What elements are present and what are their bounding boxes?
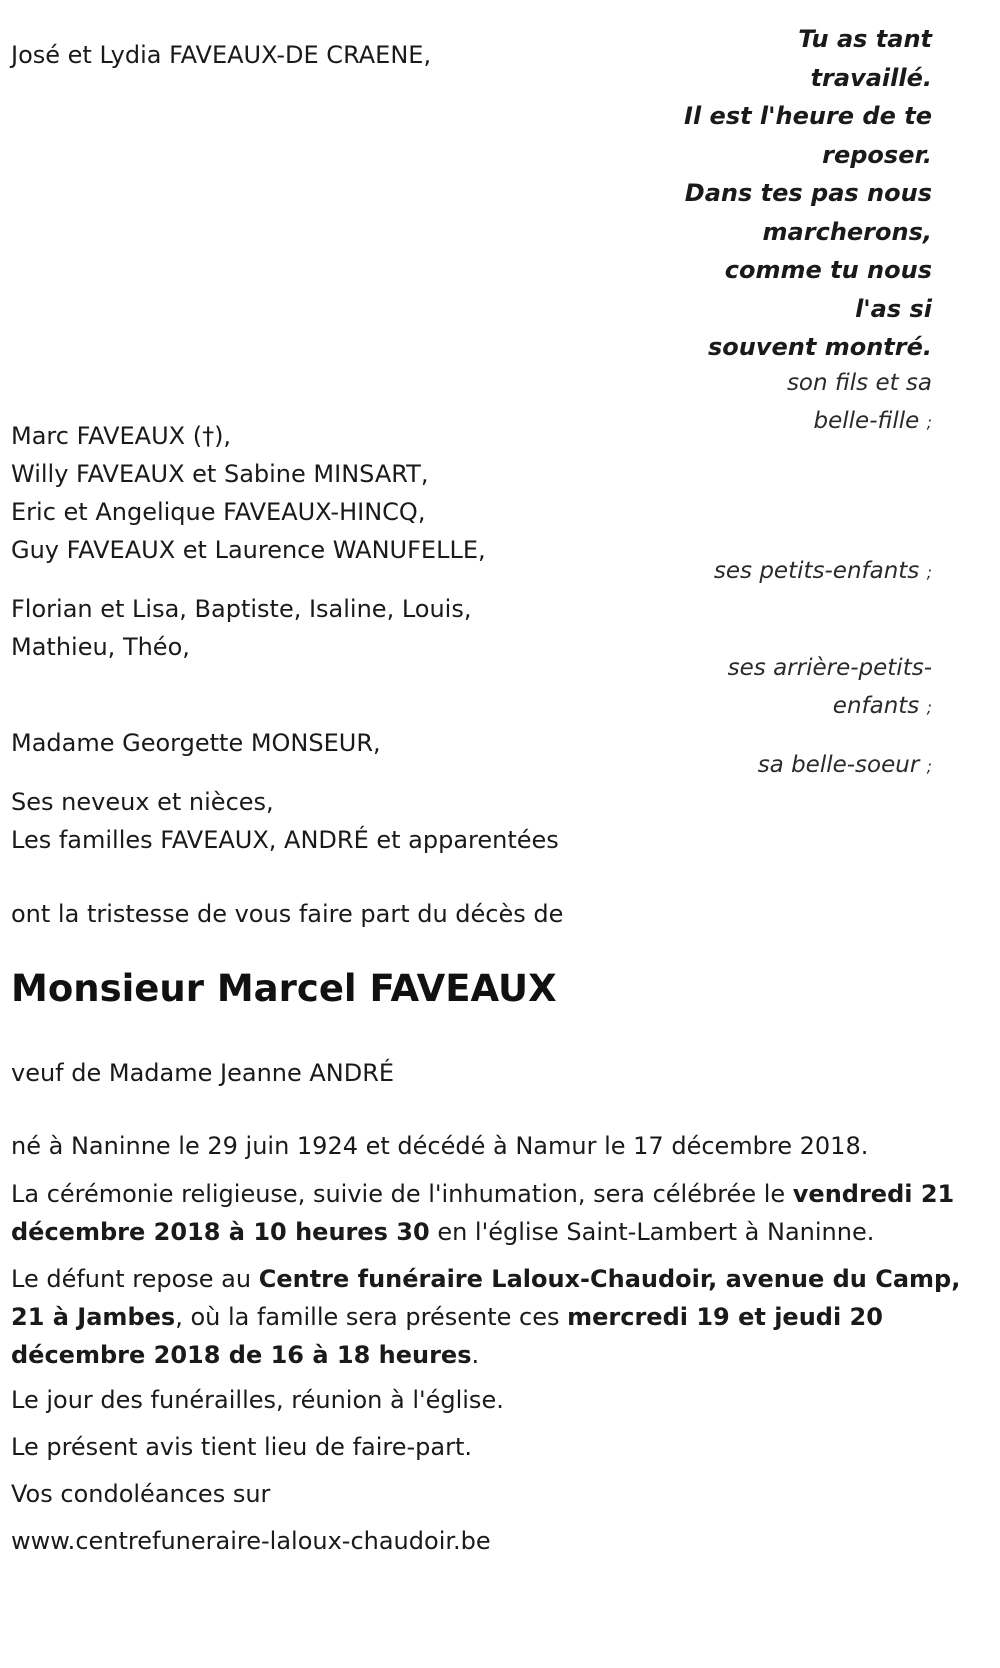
- relation-line: ses arrière-petits-: [727, 655, 932, 681]
- funeral-day: Le jour des funérailles, réunion à l'église.: [11, 1386, 504, 1414]
- list-item: Florian et Lisa, Baptiste, Isaline, Louis,: [11, 595, 472, 623]
- relation-grandchildren: [602, 552, 932, 592]
- relation-son: [632, 364, 932, 442]
- list-item: Mathieu, Théo,: [11, 633, 190, 661]
- widower-line: veuf de Madame Jeanne ANDRÉ: [11, 1059, 395, 1087]
- list-item: Eric et Angelique FAVEAUX-HINCQ,: [11, 498, 426, 526]
- relation-line: [632, 402, 932, 442]
- poem-line: Tu as tant: [798, 25, 932, 53]
- poem-line: travaillé.: [810, 63, 932, 92]
- great-grandchildren-list: [11, 590, 471, 666]
- relation-text: enfants: [832, 693, 920, 719]
- relation-line: [602, 687, 932, 727]
- rest-middle: , où la famille sera présente ces: [175, 1303, 568, 1331]
- others-list: [11, 783, 559, 859]
- list-item: Ses neveux et nièces,: [11, 788, 274, 816]
- ceremony-paragraph: [11, 1175, 991, 1251]
- ceremony-date: vendredi 21 décembre 2018 à 10 heures 30: [11, 1180, 955, 1246]
- poem-line: marcherons,: [762, 217, 932, 246]
- birth-death: né à Naninne le 29 juin 1924 et décédé à Namur le 17 décembre 2018.: [11, 1132, 869, 1160]
- rest-location: Centre funéraire Laloux-Chaudoir, avenue du Camp, 21 à Jambes: [11, 1265, 961, 1331]
- relation-great-grandchildren: [602, 649, 932, 727]
- relation-line: son fils et sa: [786, 370, 932, 396]
- relation-text: ses petits-enfants: [713, 558, 920, 584]
- poem-line: Il est l'heure de te: [684, 102, 932, 130]
- deceased-name: Monsieur Marcel FAVEAUX: [11, 967, 557, 1010]
- poem-line: Dans tes pas nous: [684, 179, 932, 207]
- relation-text: sa belle-soeur: [757, 752, 920, 778]
- relation-semicolon: ;: [926, 757, 932, 776]
- poem-line: reposer.: [822, 140, 932, 169]
- sister-in-law-name: Madame Georgette MONSEUR,: [11, 729, 381, 757]
- poem-line: comme tu nous: [724, 256, 932, 284]
- rest-intro: Le défunt repose au: [11, 1265, 259, 1293]
- list-item: Les familles FAVEAUX, ANDRÉ et apparentées: [11, 826, 559, 854]
- rest-dates: mercredi 19 et jeudi 20 décembre 2018 de 16 à 18 heures: [11, 1303, 883, 1369]
- poem: [632, 20, 932, 367]
- relation-semicolon: ;: [926, 413, 932, 432]
- list-item: Marc FAVEAUX (†),: [11, 422, 232, 450]
- notice: Le présent avis tient lieu de faire-part.: [11, 1433, 473, 1461]
- ceremony-intro: La cérémonie religieuse, suivie de l'inhumation, sera célébrée le: [11, 1180, 793, 1208]
- rest-end: .: [471, 1341, 480, 1369]
- condolences: Vos condoléances sur: [11, 1480, 271, 1508]
- poem-line: l'as si: [855, 294, 932, 323]
- ceremony-place: en l'église Saint-Lambert à Naninne.: [429, 1218, 875, 1246]
- list-item: Guy FAVEAUX et Laurence WANUFELLE,: [11, 536, 486, 564]
- first-family: José et Lydia FAVEAUX-DE CRAENE,: [11, 41, 432, 69]
- relation-semicolon: ;: [926, 563, 932, 582]
- website-link[interactable]: www.centrefuneraire-laloux-chaudoir.be: [11, 1527, 491, 1555]
- relation-sister-in-law: [602, 746, 932, 786]
- relation-text: belle-fille: [813, 408, 920, 434]
- list-item: Willy FAVEAUX et Sabine MINSART,: [11, 460, 429, 488]
- rest-paragraph: [11, 1260, 961, 1374]
- grandchildren-list: [11, 417, 486, 569]
- relation-semicolon: ;: [926, 698, 932, 717]
- poem-line: souvent montré.: [708, 333, 932, 361]
- announcement: ont la tristesse de vous faire part du décès de: [11, 900, 564, 928]
